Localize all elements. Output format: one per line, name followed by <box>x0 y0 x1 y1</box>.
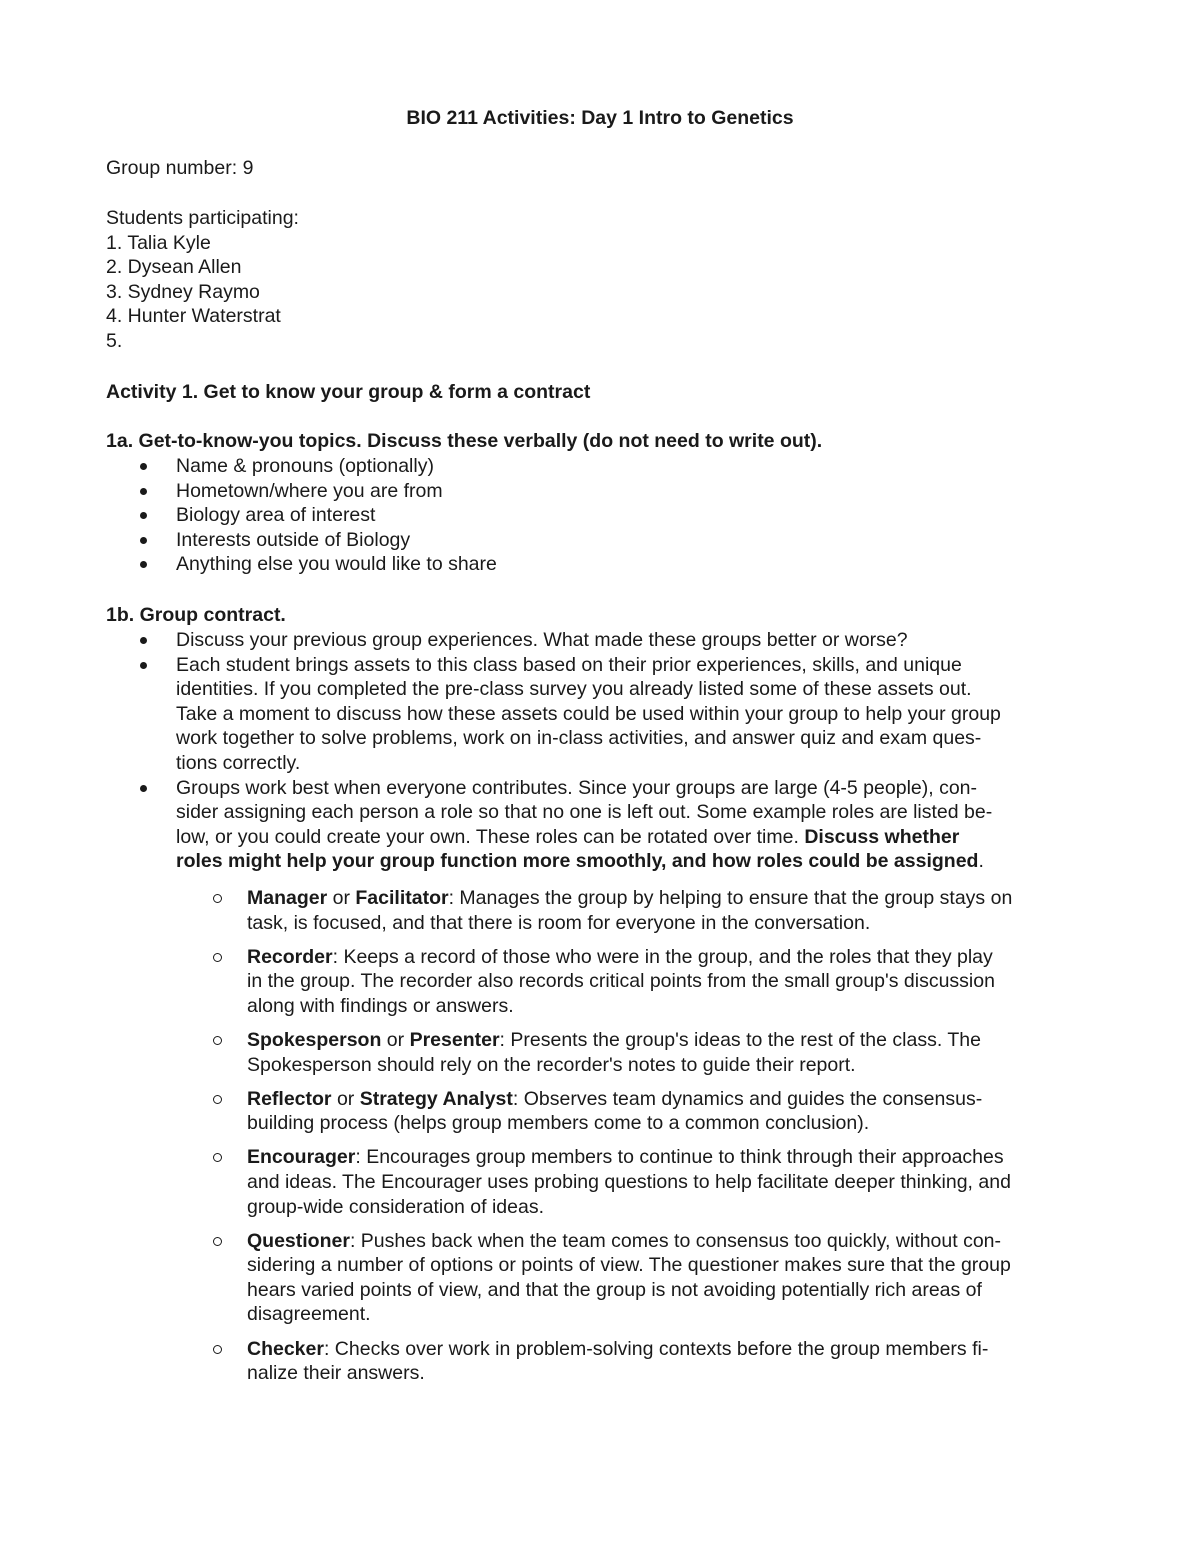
role-line <box>247 886 1103 911</box>
list-item-bold-text: roles might help your group function more smoothly, and how roles could be assigned <box>176 850 979 873</box>
bullet-icon <box>140 561 147 568</box>
list-item-line: work together to solve problems, work on in-class activities, and answer quiz and exam ques- <box>176 727 982 750</box>
circle-bullet-icon <box>213 894 222 903</box>
role-name: Spokesperson <box>247 1028 382 1051</box>
list-item-text: Hometown/where you are from <box>176 479 443 502</box>
role-item-checker <box>213 1337 1103 1386</box>
section-1b-list <box>140 628 1100 874</box>
role-line: in the group. The recorder also records critical points from the small group's discussion <box>247 970 995 993</box>
role-name: Facilitator <box>355 887 449 909</box>
role-name: Checker <box>247 1337 324 1360</box>
role-name: Strategy Analyst <box>359 1087 513 1110</box>
bullet-icon <box>140 785 147 792</box>
list-item-line: Take a moment to discuss how these assets could be used within your group to help your group <box>176 702 1001 725</box>
role-text: : Encourages group members to continue to think through their approaches <box>355 1146 1004 1169</box>
list-item-line: Groups work best when everyone contributes. Since your groups are large (4-5 people), con- <box>176 776 978 799</box>
bullet-icon <box>140 488 147 495</box>
circle-bullet-icon <box>213 1345 222 1354</box>
list-item <box>140 776 1100 874</box>
list-item-text: Discuss your previous group experiences. What made these groups better or worse? <box>176 629 908 651</box>
page-title: BIO 211 Activities: Day 1 Intro to Genetics <box>406 107 794 129</box>
list-item-text: Biology area of interest <box>176 504 376 527</box>
list-item <box>140 653 1100 776</box>
role-name: Encourager <box>247 1146 356 1169</box>
circle-bullet-icon <box>213 1237 222 1246</box>
list-item <box>140 479 1100 504</box>
circle-bullet-icon <box>213 1153 222 1162</box>
student-item: 4. Hunter Waterstrat <box>106 305 281 328</box>
role-line: task, is focused, and that there is room for everyone in the conversation. <box>247 911 871 934</box>
role-or: or <box>327 887 356 909</box>
role-line: hears varied points of view, and that the group is not avoiding potentially rich areas of <box>247 1278 982 1301</box>
role-line: nalize their answers. <box>247 1362 425 1385</box>
group-number <box>106 156 1106 181</box>
role-line <box>247 945 1103 970</box>
role-line: Spokesperson should rely on the recorder's notes to guide their report. <box>247 1053 856 1076</box>
activity1-heading-text: Activity 1. Get to know your group & form a contract <box>106 381 591 403</box>
list-item-bold-text: Discuss whether <box>804 825 960 848</box>
list-item-line: identities. If you completed the pre-class survey you already listed some of these assets out. <box>176 678 972 701</box>
role-line <box>247 1028 1103 1053</box>
role-text: : Presents the group's ideas to the rest of the class. The <box>499 1028 981 1051</box>
role-line: along with findings or answers. <box>247 994 514 1017</box>
role-name: Recorder <box>247 945 333 968</box>
circle-bullet-icon <box>213 1095 222 1104</box>
list-item-line <box>176 825 1100 850</box>
student-item: 5. <box>106 329 123 352</box>
bullet-icon <box>140 512 147 519</box>
role-line: group-wide consideration of ideas. <box>247 1195 545 1218</box>
list-item-line: tions correctly. <box>176 751 301 774</box>
student-item: 2. Dysean Allen <box>106 256 242 279</box>
list-item-text: Name & pronouns (optionally) <box>176 455 434 477</box>
role-line: sidering a number of options or points of view. The questioner makes sure that the group <box>247 1254 1011 1277</box>
bullet-icon <box>140 662 147 669</box>
list-item-line <box>176 849 1100 874</box>
list-item-line-text: . <box>978 850 984 873</box>
role-text: : Checks over work in problem-solving contexts before the group members fi- <box>323 1337 989 1360</box>
role-item-recorder <box>213 945 1103 1019</box>
role-item-questioner <box>213 1229 1103 1327</box>
role-or: or <box>331 1087 360 1110</box>
section-1a-heading <box>106 429 1106 454</box>
role-line: disagreement. <box>247 1303 371 1326</box>
bullet-icon <box>140 463 147 470</box>
role-line <box>247 1337 1103 1362</box>
list-item-line-text: low, or you could create your own. These roles can be rotated over time. <box>176 825 805 848</box>
activity1-heading <box>106 380 1106 405</box>
list-item <box>140 628 1100 653</box>
role-name: Questioner <box>247 1229 350 1252</box>
list-item-text: Anything else you would like to share <box>176 553 497 576</box>
circle-bullet-icon <box>213 1036 222 1045</box>
circle-bullet-icon <box>213 953 222 962</box>
role-text: : Pushes back when the team comes to consensus too quickly, without con- <box>349 1229 1001 1252</box>
role-line <box>247 1145 1103 1170</box>
section-1a-heading-text: 1a. Get-to-know-you topics. Discuss these verbally (do not need to write out). <box>106 430 823 452</box>
section-1b-heading-text: 1b. Group contract. <box>106 604 286 626</box>
list-item-line: sider assigning each person a role so that no one is left out. Some example roles are listed be- <box>176 801 993 824</box>
bullet-icon <box>140 537 147 544</box>
role-line <box>247 1229 1103 1254</box>
list-item <box>140 552 1100 577</box>
role-name: Manager <box>247 887 328 909</box>
role-text: : Keeps a record of those who were in the group, and the roles that they play <box>332 945 993 968</box>
role-item-manager <box>213 886 1103 935</box>
role-item-spokesperson <box>213 1028 1103 1077</box>
roles-list <box>213 886 1103 1395</box>
students-list <box>106 206 1106 354</box>
student-item: 3. Sydney Raymo <box>106 280 260 303</box>
bullet-icon <box>140 637 147 644</box>
section-1a-list <box>140 454 1100 577</box>
student-item: 1. Talia Kyle <box>106 231 211 254</box>
list-item <box>140 454 1100 479</box>
role-line: and ideas. The Encourager uses probing questions to help facilitate deeper thinking, and <box>247 1170 1011 1193</box>
students-label: Students participating: <box>106 207 299 229</box>
role-line <box>247 1087 1103 1112</box>
role-line: building process (helps group members come to a common conclusion). <box>247 1112 870 1135</box>
role-name: Reflector <box>247 1087 332 1110</box>
list-item-line: Each student brings assets to this class based on their prior experiences, skills, and unique <box>176 653 962 676</box>
role-name: Presenter <box>409 1028 500 1051</box>
section-1b-heading <box>106 603 1106 628</box>
list-item-text: Interests outside of Biology <box>176 528 411 551</box>
role-item-encourager <box>213 1145 1103 1219</box>
group-number-label: Group number: 9 <box>106 157 254 179</box>
role-text: : Observes team dynamics and guides the consensus- <box>512 1087 983 1110</box>
role-or: or <box>381 1028 410 1051</box>
list-item <box>140 503 1100 528</box>
list-item <box>140 528 1100 553</box>
role-item-reflector <box>213 1087 1103 1136</box>
role-text: : Manages the group by helping to ensure that the group stays on <box>448 887 1013 909</box>
